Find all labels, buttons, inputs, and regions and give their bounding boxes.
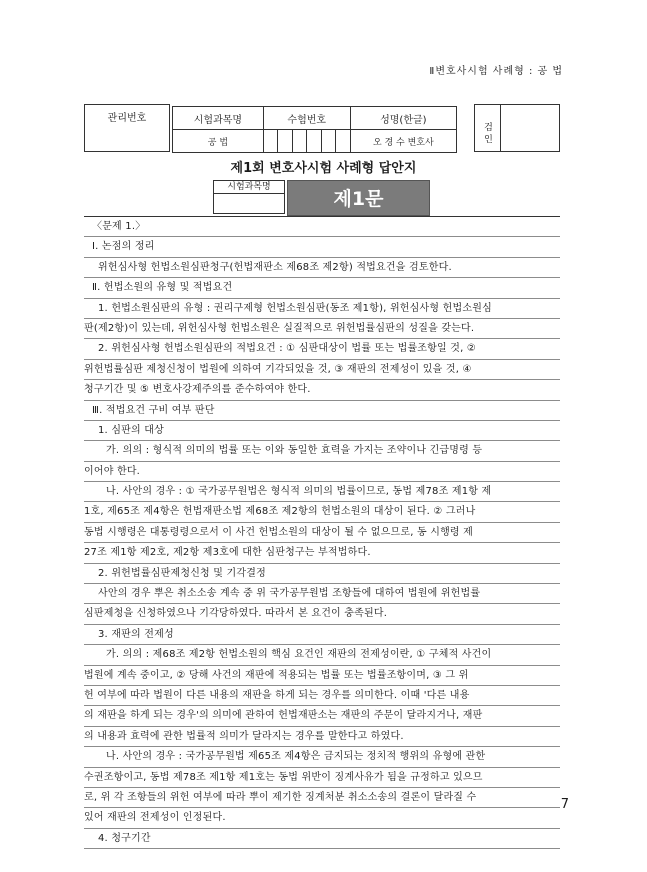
answer-line: 1호, 제65조 제4항은 헌법재판소법 제68조 제2항의 헌법소원의 대상이 된다. ② 그러나 (84, 502, 560, 522)
answer-line: 나. 사안의 경우 : ① 국가공무원법은 형식적 의미의 법률이므로, 동법 제78조 제1항 제 (84, 482, 560, 502)
answer-line: Ⅱ. 헌법소원의 유형 및 적법요건 (84, 278, 560, 298)
exam-number-digit (292, 130, 306, 153)
answer-line: 사안의 경우 뿌은 취소소송 계속 중 위 국가공무원법 조항들에 대하여 법원에 위헌법률 (84, 584, 560, 604)
answer-line: 가. 의의 : 형식적 의미의 법률 또는 이와 동일한 효력을 가지는 조약이나 긴급명령 등 (84, 441, 560, 461)
answer-sheet-title: 제1회 변호사시험 사례형 답안지 (230, 161, 417, 176)
subject-name-label: 시험과목명 (214, 181, 284, 194)
exam-number-digit (278, 130, 292, 153)
exam-number-header: 수험번호 (263, 107, 350, 130)
management-number-label: 관리번호 (107, 113, 147, 124)
answer-area (84, 216, 560, 849)
exam-number-digit (336, 130, 351, 153)
answer-line: 2. 위헌심사형 헌법소원심판의 적법요건 : ① 심판대상이 법률 또는 법률조항일 것, ② (84, 339, 560, 359)
answer-line: 2. 위헌법률심판제청신청 및 기각결정 (84, 564, 560, 584)
management-number-box (84, 104, 170, 152)
answer-line: Ⅲ. 적법요건 구비 여부 판단 (84, 401, 560, 421)
answer-line: 수권조항이고, 동법 제78조 제1항 제1호는 동법 위반이 징계사유가 됨을 규정하고 있으므 (84, 768, 560, 788)
name-header: 성명(한글) (350, 107, 456, 130)
answer-line: 법원에 계속 중이고, ② 당해 사건의 재판에 적용되는 법률 또는 법률조항이며, ③ 그 위 (84, 666, 560, 686)
answer-line: 로, 위 각 조항들의 위헌 여부에 따라 뿌이 제기한 징계처분 취소소송의 결론이 달라질 수 (84, 788, 560, 808)
answer-line: 27조 제1항 제2호, 제2항 제3호에 대한 심판청구는 부적법하다. (84, 543, 560, 563)
subject-header: 시험과목명 (173, 107, 264, 130)
answer-line: 판(제2항)이 있는데, 위헌심사형 헌법소원은 실질적으로 위헌법률심판의 성질을 갖는다. (84, 319, 560, 339)
answer-line: 가. 의의 : 제68조 제2항 헌법소원의 핵심 요건인 재판의 전제성이란, ① 구체적 사건이 (84, 645, 560, 665)
answer-line: Ⅰ. 논점의 정리 (84, 237, 560, 257)
exam-info-table (172, 106, 457, 153)
answer-line: 심판제청을 신청하였으나 기각당하였다. 따라서 본 요건이 충족된다. (84, 604, 560, 624)
seal-label: 검 인 (475, 105, 501, 151)
answer-line: 1. 헌법소원심판의 유형 : 권리구제형 헌법소원심판(동조 제1항), 위헌심사형 헌법소원심 (84, 299, 560, 319)
answer-line: 나. 사안의 경우 : 국가공무원법 제65조 제4항은 금지되는 정치적 행위의 유형에 관한 (84, 747, 560, 767)
answer-line: 4. 청구기간 (84, 829, 560, 849)
answer-line: 동법 시행령은 대통령령으로서 이 사건 헌법소원의 대상이 될 수 없으므로, 동 시행령 제 (84, 523, 560, 543)
question-number-box: 제1문 (287, 180, 430, 216)
answer-line: 이어야 한다. (84, 462, 560, 482)
answer-line: 위헌심사형 헌법소원심판청구(헌법재판소 제68조 제2항) 적법요건을 검토한다. (84, 258, 560, 278)
answer-line: 청구기간 및 ⑤ 변호사강제주의를 준수하여야 한다. (84, 380, 560, 400)
seal-box (474, 104, 560, 152)
exam-number-digit (321, 130, 335, 153)
answer-line: 있어 재판의 전제성이 인정된다. (84, 808, 560, 828)
answer-line: 의 내용과 효력에 관한 법률적 의미가 달라지는 경우를 말한다고 하였다. (84, 727, 560, 747)
subject-value: 공 법 (173, 130, 264, 153)
subject-name-box (213, 180, 285, 214)
page-number: 7 (560, 797, 569, 812)
answer-line: 1. 심판의 대상 (84, 421, 560, 441)
answer-line: 〈문제 1.〉 (84, 216, 560, 237)
answer-line: 헌 여부에 따라 법원이 다른 내용의 재판을 하게 되는 경우를 의미한다. 이때 '다른 내용 (84, 686, 560, 706)
running-header: Ⅱ변호사시험 사례형 : 공 법 (429, 66, 563, 77)
name-value: 오 경 수 변호사 (350, 130, 456, 153)
answer-line: 위헌법률심판 제청신청이 법원에 의하여 기각되었을 것, ③ 재판의 전제성이 있을 것, ④ (84, 360, 560, 380)
answer-line: 3. 재판의 전제성 (84, 625, 560, 645)
answer-line: 의 재판을 하게 되는 경우'의 의미에 관하여 헌법재판소는 재판의 주문이 달라지거나, 재판 (84, 706, 560, 726)
exam-number-digit (307, 130, 321, 153)
exam-number-digit (263, 130, 277, 153)
